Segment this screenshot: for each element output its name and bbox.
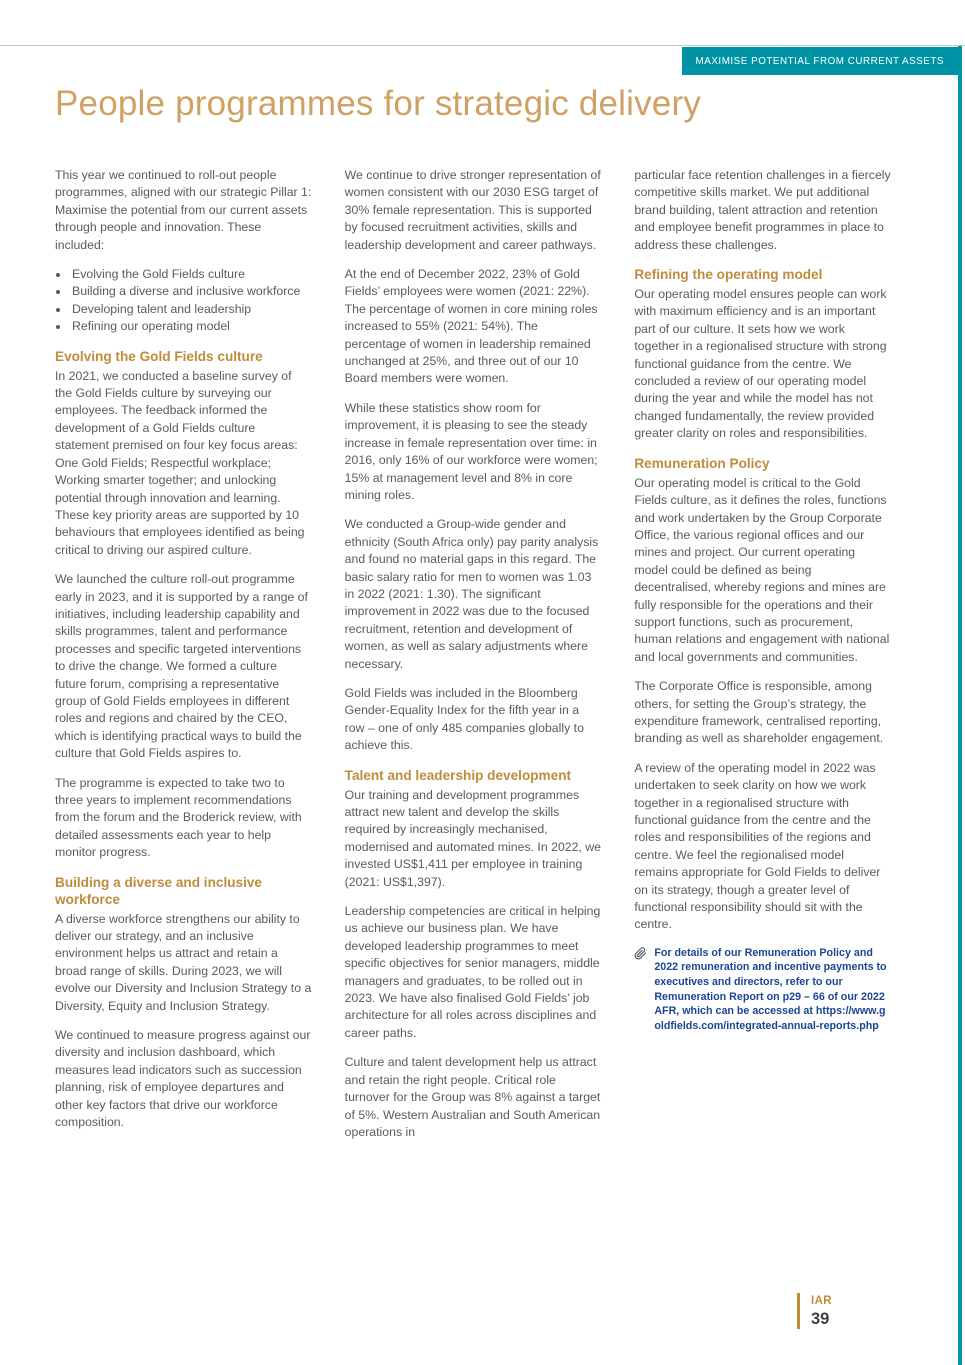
paragraph: The Corporate Office is responsible, among others, for setting the Group’s strategy, the expenditure framework, centralised reporting, branding as well as shareholder engagement. xyxy=(634,679,884,746)
bullet-item: • Developing talent and leadership xyxy=(70,301,312,318)
column-1 xyxy=(55,167,312,1153)
paragraph: Our operating model is critical to the Gold Fields culture, as it defines the roles, functions and work undertaken by the Group Corporate Office, the various regional offices and our mines and project. Our current operating model could be defined as being decentralised, whereby regions and mines are fully responsible for the operations and their support functions, such as procurement, human relations and engagement with national and local governments and communities. xyxy=(634,475,890,664)
paragraph: A review of the operating model in 2022 was undertaken to seek clarity on how we work together in a regionalised structure with functional guidance from the centre and the roles and responsibilities of the regions and centre. We feel the regionalised model remains appropriate for Gold Fields to deliver on its strategy, though a greater level of functional responsibility should sit with the centre. xyxy=(634,760,881,932)
section-heading: Building a diverse and inclusive workforce xyxy=(55,874,262,907)
page-footer xyxy=(797,1293,832,1329)
paperclip-icon xyxy=(634,947,647,960)
paragraph: We continued to measure progress against our diversity and inclusion dashboard, which measures lead indicators such as succession planning, risk of employee departures and other key factors that drive our workforce composition. xyxy=(55,1028,311,1130)
paragraph: We launched the culture roll-out programme early in 2023, and it is supported by a range of initiatives, including leadership capability and skills programmes, talent and performance processes and specific targeted interventions to drive the change. We formed a culture future forum, comprising a representative group of Gold Fields employees in different roles and regions and chaired by the CEO, which is identifying practical ways to build the culture that Gold Fields aspires to. xyxy=(55,572,308,761)
paragraph: We conducted a Group-wide gender and ethnicity (South Africa only) pay parity analysis and found no material gaps in this regard. The basic salary ratio for men to women was 1.03 in 2022 (2021: 1.30). The significant improvement in 2022 was due to the focused recruitment, retention and development of women, as well as salary adjustments where necessary. xyxy=(344,517,599,671)
section-heading: Refining the operating model xyxy=(634,267,823,283)
paragraph: Leadership competencies are critical in helping us achieve our business plan. We have developed leadership programmes to meet specific objectives for senior managers, middle managers and graduates, to be rolled out in 2023. We have also finalised Gold Fields’ job architecture for all roles across disciplines and career paths. xyxy=(344,904,601,1040)
column-2 xyxy=(345,167,602,1153)
paragraph: Culture and talent development help us attract and retain the right people. Critical role turnover for the Group was 8% against a target of 5%. Western Australian and South American operations in xyxy=(344,1055,601,1139)
paragraph: We continue to drive stronger representation of women consistent with our 2030 ESG target of 30% female representation. This is supported by focused recruitment activities, skills and leadership development and career pathways. xyxy=(344,168,601,252)
report-code-label: IAR xyxy=(811,1295,833,1307)
paragraph: The programme is expected to take two to three years to implement recommendations from the forum and the Broderick review, with detailed assessments each year to help monitor progress. xyxy=(55,775,302,860)
reference-note-text: For details of our Remuneration Policy and 2022 remuneration and incentive payments to executives and directors, refer to our Remuneration Report on p29 – 66 of our 2022 AFR, which can be accessed at https://www.goldfields.com/integrated-annual-reports.php xyxy=(654,946,887,1032)
reference-note-link[interactable]: https://www.goldfields.com/integrated-annual-reports.php xyxy=(654,1005,886,1032)
paragraph: At the end of December 2022, 23% of Gold Fields’ employees were women (2021: 22%). The percentage of women in core mining roles increased to 55% (2021: 54%). The percentage of women in leadership remained unchanged at 25%, and three out of our 10 Board members were women. xyxy=(344,267,598,386)
bullet-item: • Refining our operating model xyxy=(70,318,312,335)
page-title: People programmes for strategic delivery xyxy=(55,84,702,123)
paragraph: A diverse workforce strengthens our ability to deliver our strategy, and an inclusive environment helps us attract and retain a broad range of skills. During 2023, we will evolve our Diversity and Inclusion Strategy to a Diversity, Equity and Inclusion Strategy. xyxy=(55,911,312,1013)
paragraph: Our operating model ensures people can work with maximum efficiency and is an important part of our culture. It sets how we work together in a regionalised structure with strong functional guidance from the centre. We concluded a review of our operating model during the year and while the model has not changed fundamentally, the review provided greater clarity on roles and responsibilities. xyxy=(634,287,887,441)
column-3 xyxy=(634,167,891,1153)
section-heading: Talent and leadership development xyxy=(344,767,572,783)
paragraph: While these statistics show room for improvement, it is pleasing to see the steady increase in female representation over time: in 2016, only 16% of our workforce were women; 15% at management level and 8% in core mining roles. xyxy=(344,400,598,502)
bullet-item: • Evolving the Gold Fields culture xyxy=(70,266,312,283)
body-columns xyxy=(55,167,891,1153)
top-rule xyxy=(0,45,965,46)
bullet-item: • Building a diverse and inclusive workforce xyxy=(70,283,312,300)
page-number: 39 xyxy=(811,1310,830,1328)
strategy-pillar-banner xyxy=(682,47,958,75)
section-heading: Remuneration Policy xyxy=(634,455,770,471)
reference-note xyxy=(634,946,891,1034)
section-heading: Evolving the Gold Fields culture xyxy=(55,348,263,364)
bullet-list xyxy=(55,266,312,336)
right-edge-rule xyxy=(958,46,962,1365)
paragraph: Our training and development programmes attract new talent and develop the skills required by increasingly mechanised, modernised and automated mines. In 2022, we invested US$1,411 per employee in training (2021: US$1,397). xyxy=(344,787,602,889)
paragraph: In 2021, we conducted a baseline survey of the Gold Fields culture by surveying our employees. The feedback informed the development of a Gold Fields culture statement premised on four key focus areas: One Gold Fields; Respectful workplace; Working smarter together; and unlocking potential through innovation and learning. These key priority areas are supported by 10 behaviours that employees identified as being critical to driving our aspired culture. xyxy=(55,368,305,557)
paragraph: particular face retention challenges in a fiercely competitive skills market. We put additional brand building, talent attraction and retention and employee benefit programmes in place to address these challenges. xyxy=(634,168,891,252)
paragraph: Gold Fields was included in the Bloomberg Gender-Equality Index for the fifth year in a row – one of only 485 companies globally to achieve this. xyxy=(344,685,584,753)
strategy-pillar-banner-label: MAXIMISE POTENTIAL FROM CURRENT ASSETS xyxy=(695,56,944,67)
footer-rule xyxy=(797,1293,800,1329)
footer-text-block xyxy=(811,1293,832,1329)
paragraph: This year we continued to roll-out people programmes, aligned with our strategic Pillar 1: Maximise the potential from our current assets through people and innovation. These included: xyxy=(55,168,312,252)
